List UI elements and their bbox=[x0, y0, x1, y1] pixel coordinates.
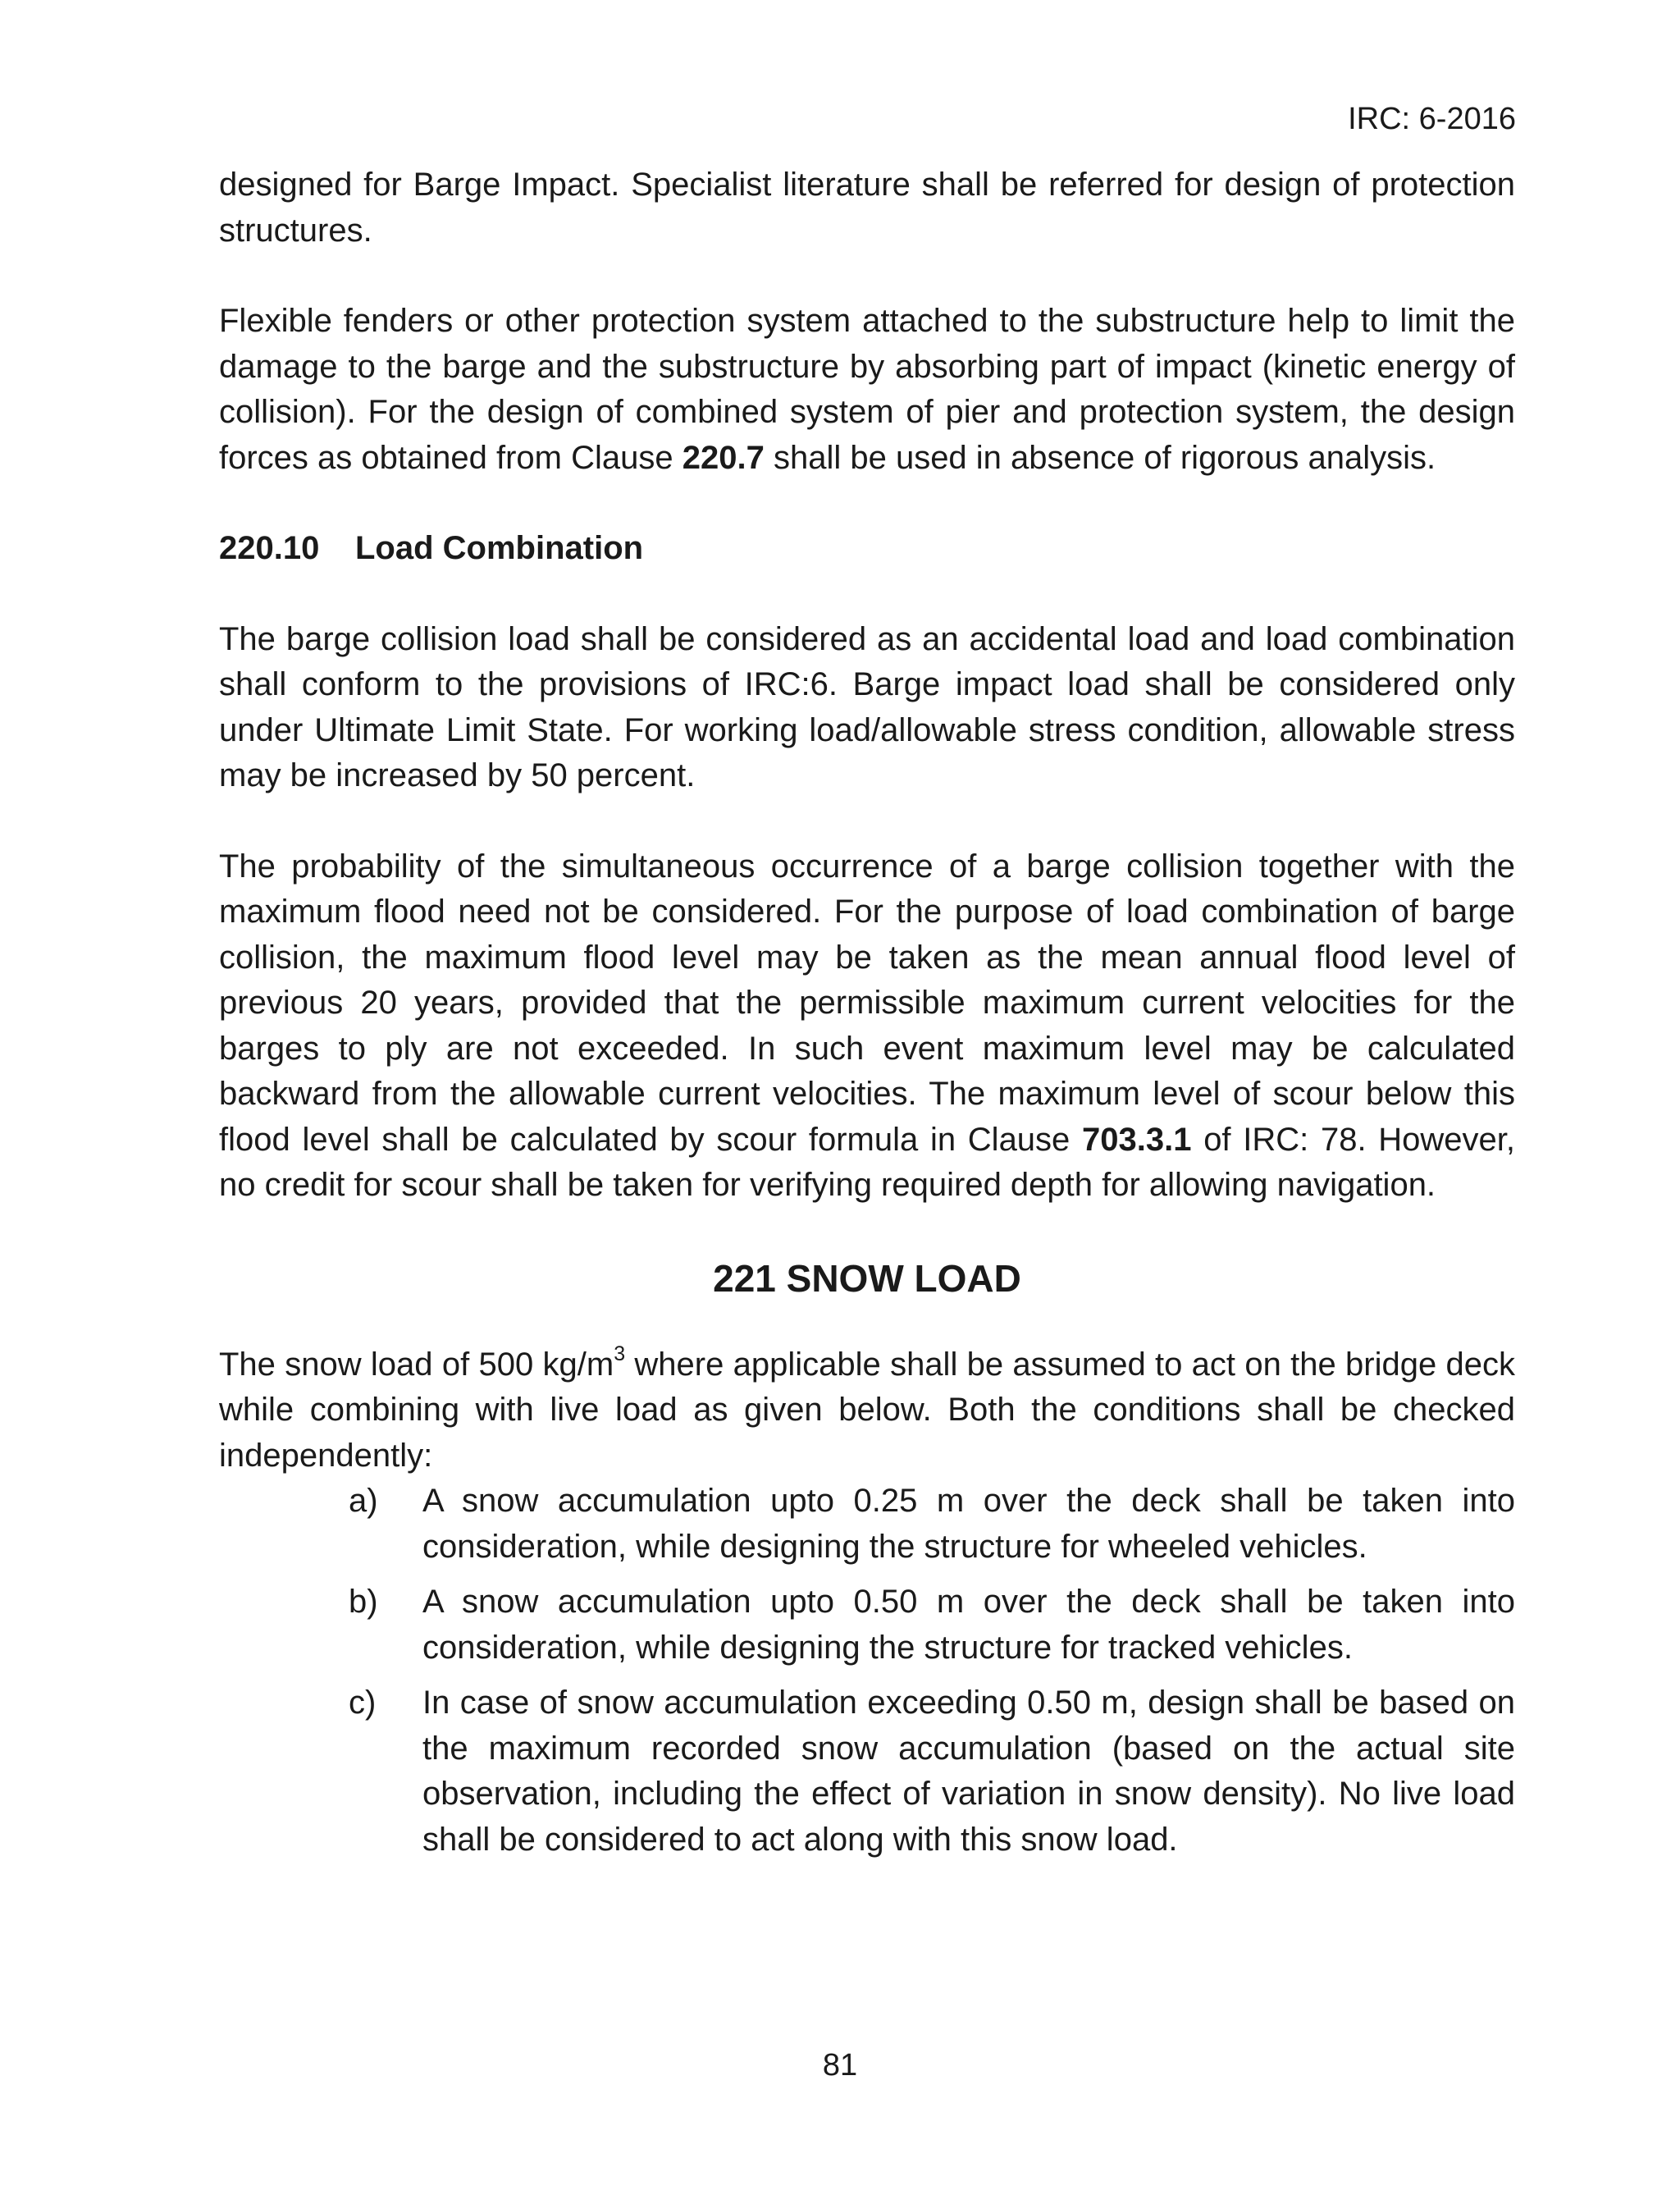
page-number: 81 bbox=[822, 2048, 858, 2083]
list-item bbox=[219, 1580, 1515, 1671]
paragraph-barge-impact: designed for Barge Impact. Specialist literature shall be referred for design of protection structures. bbox=[219, 167, 1515, 249]
paragraph-text: of IRC: 78. However, no credit for scour shall be taken for verifying required depth for allowing navigation. bbox=[219, 1121, 1516, 1203]
paragraph-text: where applicable shall be assumed to act on the bridge deck while combining with live load as given below. Both the conditions shall be checked independently: bbox=[219, 1346, 1515, 1474]
paragraph-text: shall be used in absence of rigorous analysis. bbox=[764, 439, 1436, 476]
list-item-text: In case of snow accumulation exceeding 0.50 m, design shall be based on the maximum recorded snow accumulation (based on the actual site observation, including the effect of variation in snow density). No live load shall be considered to act along with this snow load. bbox=[422, 1685, 1515, 1858]
list-item-text: A snow accumulation upto 0.25 m over the deck shall be taken into consideration, while designing the structure for wheeled vehicles. bbox=[422, 1483, 1515, 1565]
page-header-code: IRC: 6-2016 bbox=[1348, 102, 1516, 136]
paragraph-text: The snow load of 500 kg/m bbox=[219, 1346, 614, 1383]
section-heading: 221 SNOW LOAD bbox=[713, 1256, 1021, 1300]
list-item-text: A snow accumulation upto 0.50 m over the deck shall be taken into consideration, while designing the structure for tracked vehicles. bbox=[422, 1584, 1515, 1666]
clause-reference: 220.7 bbox=[682, 439, 765, 476]
subsection-title: Load Combination bbox=[355, 530, 644, 566]
list-marker: a) bbox=[349, 1483, 378, 1519]
subsection-heading bbox=[219, 526, 1515, 572]
paragraph-text: The probability of the simultaneous occurrence of a barge collision together with the maximum flood need not be considered. For the purpose of load combination of barge collision, the maximum flood level may be taken as the mean annual flood level of previous 20 years, provided that the permissible maximum current velocities for the barges to ply are not exceeded. In such event maximum level may be calculated backward from the allowable current velocities. The maximum level of scour below this flood level shall be calculated by scour formula in Clause bbox=[219, 848, 1515, 1158]
paragraph-snow-load bbox=[219, 1342, 1515, 1479]
paragraph-flood-probability bbox=[219, 844, 1515, 1209]
list-marker: c) bbox=[349, 1685, 377, 1721]
snow-conditions-list bbox=[219, 1479, 1515, 1863]
paragraph-text: Flexible fenders or other protection system attached to the substructure help to limit the damage to the barge and the substructure by absorbing part of impact (kinetic energy of collision). For the design of combined system of pier and protection system, the design forces as obtained from Clause bbox=[219, 303, 1515, 476]
list-item bbox=[219, 1680, 1515, 1863]
list-marker: b) bbox=[349, 1584, 378, 1620]
page-body bbox=[219, 162, 1515, 1872]
superscript: 3 bbox=[614, 1342, 626, 1365]
paragraph-accidental-load: The barge collision load shall be considered as an accidental load and load combination shall conform to the provisions of IRC:6. Barge impact load shall be considered only under Ultimate Limit State. For working load/allowable stress condition, allowable stress may be increased by 50 percent. bbox=[219, 620, 1515, 793]
clause-reference: 703.3.1 bbox=[1082, 1121, 1192, 1158]
paragraph-flexible-fenders bbox=[219, 299, 1515, 481]
subsection-number: 220.10 bbox=[219, 530, 320, 566]
list-item bbox=[219, 1479, 1515, 1570]
